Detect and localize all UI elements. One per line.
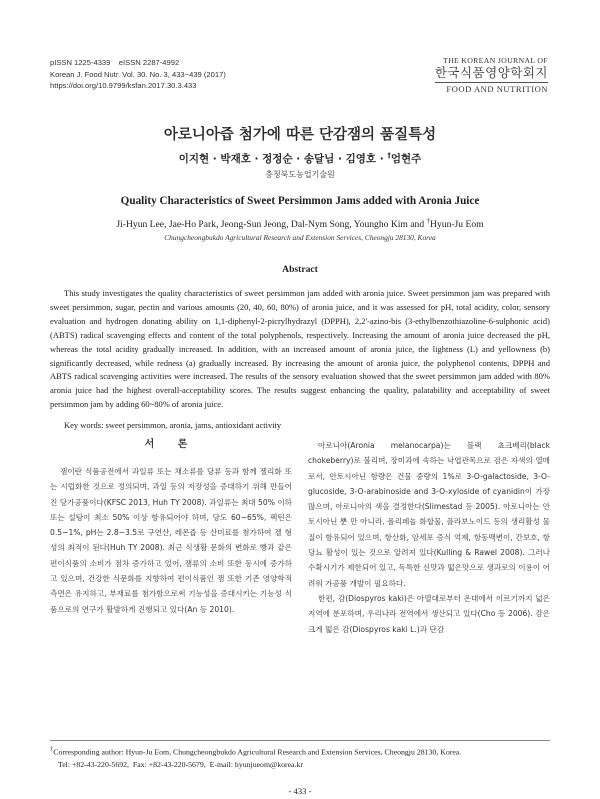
authors-korean-list: 이지현 · 박재호 · 정정순 · 송달님 · 김영호 ·	[178, 153, 388, 165]
page-number: - 433 -	[288, 786, 312, 796]
dagger-mark: †	[387, 151, 391, 160]
journal-name-en-bottom: FOOD AND NUTRITION	[435, 82, 548, 94]
intro-paragraph-2: 아로니아(Aronia melanocarpa)는 블랙 쵸크베리(black chokeberry)로 불리며, 장미과에 속하는 낙엽관목으로 검은 자색의 열매로서, 안토시아닌 함량은 건물 중량의 1%로 3-O-galactoside, 3-O-glucoside, 3-O-arabinoside and 3-O-xyloside of cyanidin이 가장 많으며, 아로니아의 색을 결정한다(Slimestad 등 2005). 아로니아는 안토시아닌 뿐 만 아니라, 폴리페놀 화합물, 플라보노이드 등의 생리활성 물질이 함유되어 있으며, 항산화, 암세포 증식 억제, 항동맥변이, 간보호, 항당뇨 활성이 있는 것으로 알려져 있다(Kulling & Rawel 2008). 그러나 수확시기가 제한되어 있고, 독특한 신맛과 떫은맛으로 생과로의 이용이 어려워 가공품 개발이 필요하다.	[308, 441, 550, 588]
intro-left-column	[50, 438, 292, 617]
abstract-body	[50, 287, 550, 412]
intro-paragraph-1: 잼이란 식품공전에서 과일류 또는 채소류를 당류 등과 함께 젤리화 또는 시럽화한 것으로 정의되며, 과일 등의 저장성을 증대하기 위해 만들어진 당가공품이다(KFSC 2013, Huh TY 2008). 과일류는 최대 50% 이하 또는 설탕이 최소 50% 이상 함유되어야 하며, 당도 60~65%, 펙틴은 0.5~1%, pH는 2.8~3.5로 구연산, 레몬즙 등 산미료를 첨가하여 겔 형성의 최적이 된다(Huh TY 2008). 최근 식생활 문화의 변화로 빵과 같은 편이식품의 소비가 점차 증가하고 있어, 잼류의 소비 또한 동시에 증가하고 있으며, 건강한 식문화를 지향하여 편이식품인 잼 또한 기존 영양학적 측면은 유지하고, 부재료를 첨가함으로써 기능성을 증대시키는 기능성 식품으로의 연구가 활발하게 진행되고 있다(An 등 2010).	[50, 467, 292, 614]
footnote-line-2: Tel: +82-43-220-5692, Fax: +82-43-220-5679, E-mail: hyunjueom@korea.kr	[58, 759, 303, 769]
affiliation-english: Chungcheongbukdo Agricultural Research and Extension Services, Cheongju 28130, Korea	[164, 233, 436, 242]
abstract-text: This study investigates the quality characteristics of sweet persimmon jam added with aronia juice. Sweet persimmon jam was prepared with sweet persimmon, sugar, pectin and various amounts (20, 40, 60, 80%) of aronia juice, and it was assessed for pH, total acidity, color, sensory evaluation and hydrogen donating ability on 1,1-diphenyl-2-picrylhydrazyl (DPPH), 2,2'-azino-bis (3-ethylbenzothiazoline-6-sulphonic acid) (ABTS) radical scavenging effects and content of the total polyphenols, respectively. Increasing the amount of aronia juice decreased the pH, whereas the total acidity gradually increased. In addition, with an increased amount of aronia juice, the lightness (L) and yellowness (b) significantly decreased, while redness (a) gradually increased. By increasing the amount of aronia juice, the polyphenol contents, DPPH and ABTS radical scavenging activities were increased. The results of the sensory evaluation showed that the sweet persimmon jam added with 80% aronia juice had the highest overall-acceptability scores. The results suggest enhancing the quality, palatability and acceptability of sweet persimmon jam by adding 60~80% of aronia juice.	[50, 288, 550, 410]
authors-english	[0, 217, 600, 230]
authors-korean	[0, 151, 600, 166]
journal-name-en-top: THE KOREAN JOURNAL OF	[443, 56, 548, 65]
dagger-mark-en: †	[426, 217, 431, 225]
title-korean: 아로니아즙 첨가에 따른 단감잼의 품질특성	[163, 127, 437, 143]
keywords: Key words: sweet persimmon, aronia, jams, antioxidant activity	[64, 420, 282, 430]
authors-english-list: Ji-Hyun Lee, Jae-Ho Park, Jeong-Sun Jeong, Dal-Nym Song, Youngho Kim and	[116, 219, 427, 231]
intro-right-column	[308, 438, 550, 637]
journal-logo	[435, 56, 548, 94]
intro-heading: 서 론	[144, 439, 198, 450]
corresponding-author-korean: 엄현주	[390, 153, 422, 165]
issn-line: pISSN 1225-4339 eISSN 2287-4992	[50, 58, 180, 67]
footnote	[50, 744, 560, 771]
title-english: Quality Characteristics of Sweet Persimmon Jams added with Aronia Juice	[120, 195, 480, 207]
footnote-line-1	[50, 744, 560, 759]
footnote-divider	[50, 740, 550, 741]
citation-line: Korean J. Food Nutr. Vol. 30. No. 3, 433~439 (2017)	[50, 69, 226, 79]
journal-name-ko: 한국식품영양학회지	[434, 65, 548, 80]
corresponding-author-english: Hyun-Ju Eom	[430, 219, 484, 231]
article-meta	[50, 57, 226, 92]
footnote-corresponding: Corresponding author: Hyun-Ju Eom, Chungcheongbukdo Agricultural Research and Extension Services, Cheongju 28130, Korea.	[53, 747, 462, 757]
footnote-dagger: †	[50, 746, 54, 753]
doi-link[interactable]: https://doi.org/10.9799/ksfan.2017.30.3.433	[50, 81, 197, 90]
abstract-heading: Abstract	[282, 264, 318, 275]
intro-paragraph-3: 한편, 감(Diospyros kaki)은 아열대로부터 온대에서 이르기까지 넓은 지역에 분포하며, 우리나라 전역에서 생산되고 있다(Cho 등 2006). 감은 크게 떫은 감(Diospyros kaki L.)과 단감	[308, 593, 550, 634]
affiliation-korean: 충청북도농업기술원	[265, 170, 335, 179]
